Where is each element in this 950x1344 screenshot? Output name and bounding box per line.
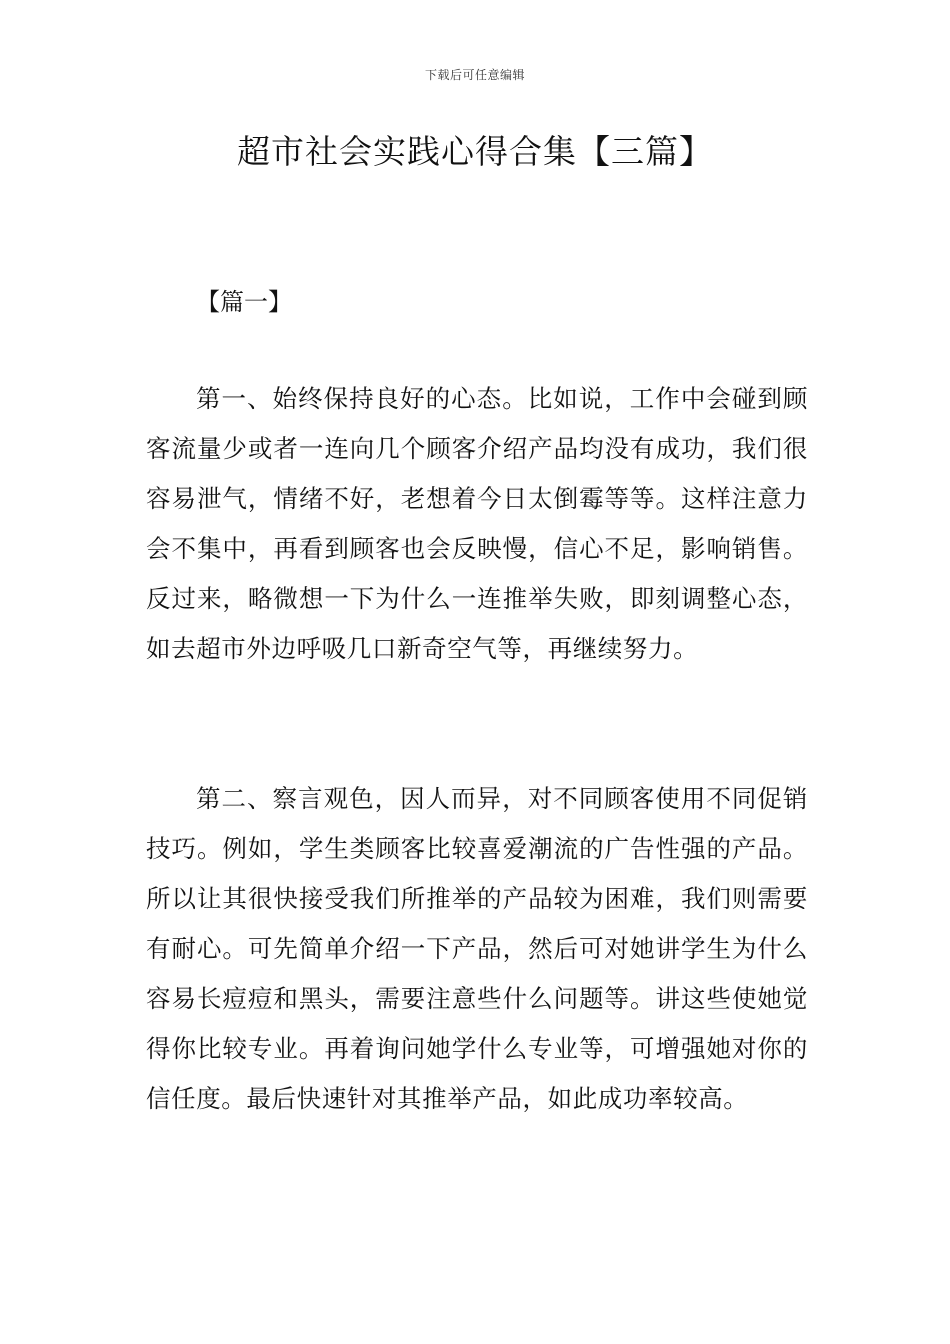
document-title: 超市社会实践心得合集【三篇】 [237, 132, 713, 171]
paragraph-2: 第二、察言观色，因人而异，对不同顾客使用不同促销技巧。例如，学生类顾客比较喜爱潮流的广告性强的产品。所以让其很快接受我们所推举的产品较为困难，我们则需要有耐心。可先简单介绍一下产品，然后可对她讲学生为什么容易长痘痘和黑头，需要注意些什么问题等。讲这些使她觉得你比较专业。再着询问她学什么专业等，可增强她对你的信任度。最后快速针对其推举产品，如此成功率较高。 [146, 784, 808, 1113]
paragraph-1: 第一、始终保持良好的心态。比如说，工作中会碰到顾客流量少或者一连向几个顾客介绍产品均没有成功，我们很容易泄气，情绪不好，老想着今日太倒霉等等。这样注意力会不集中，再看到顾客也会反映慢，信心不足，影响销售。反过来，略微想一下为什么一连推举失败，即刻调整心态，如去超市外边呼吸几口新奇空气等，再继续努力。 [146, 384, 808, 663]
section-heading: 【篇一】 [196, 288, 292, 316]
header-note: 下载后可任意编辑 [424, 68, 525, 82]
